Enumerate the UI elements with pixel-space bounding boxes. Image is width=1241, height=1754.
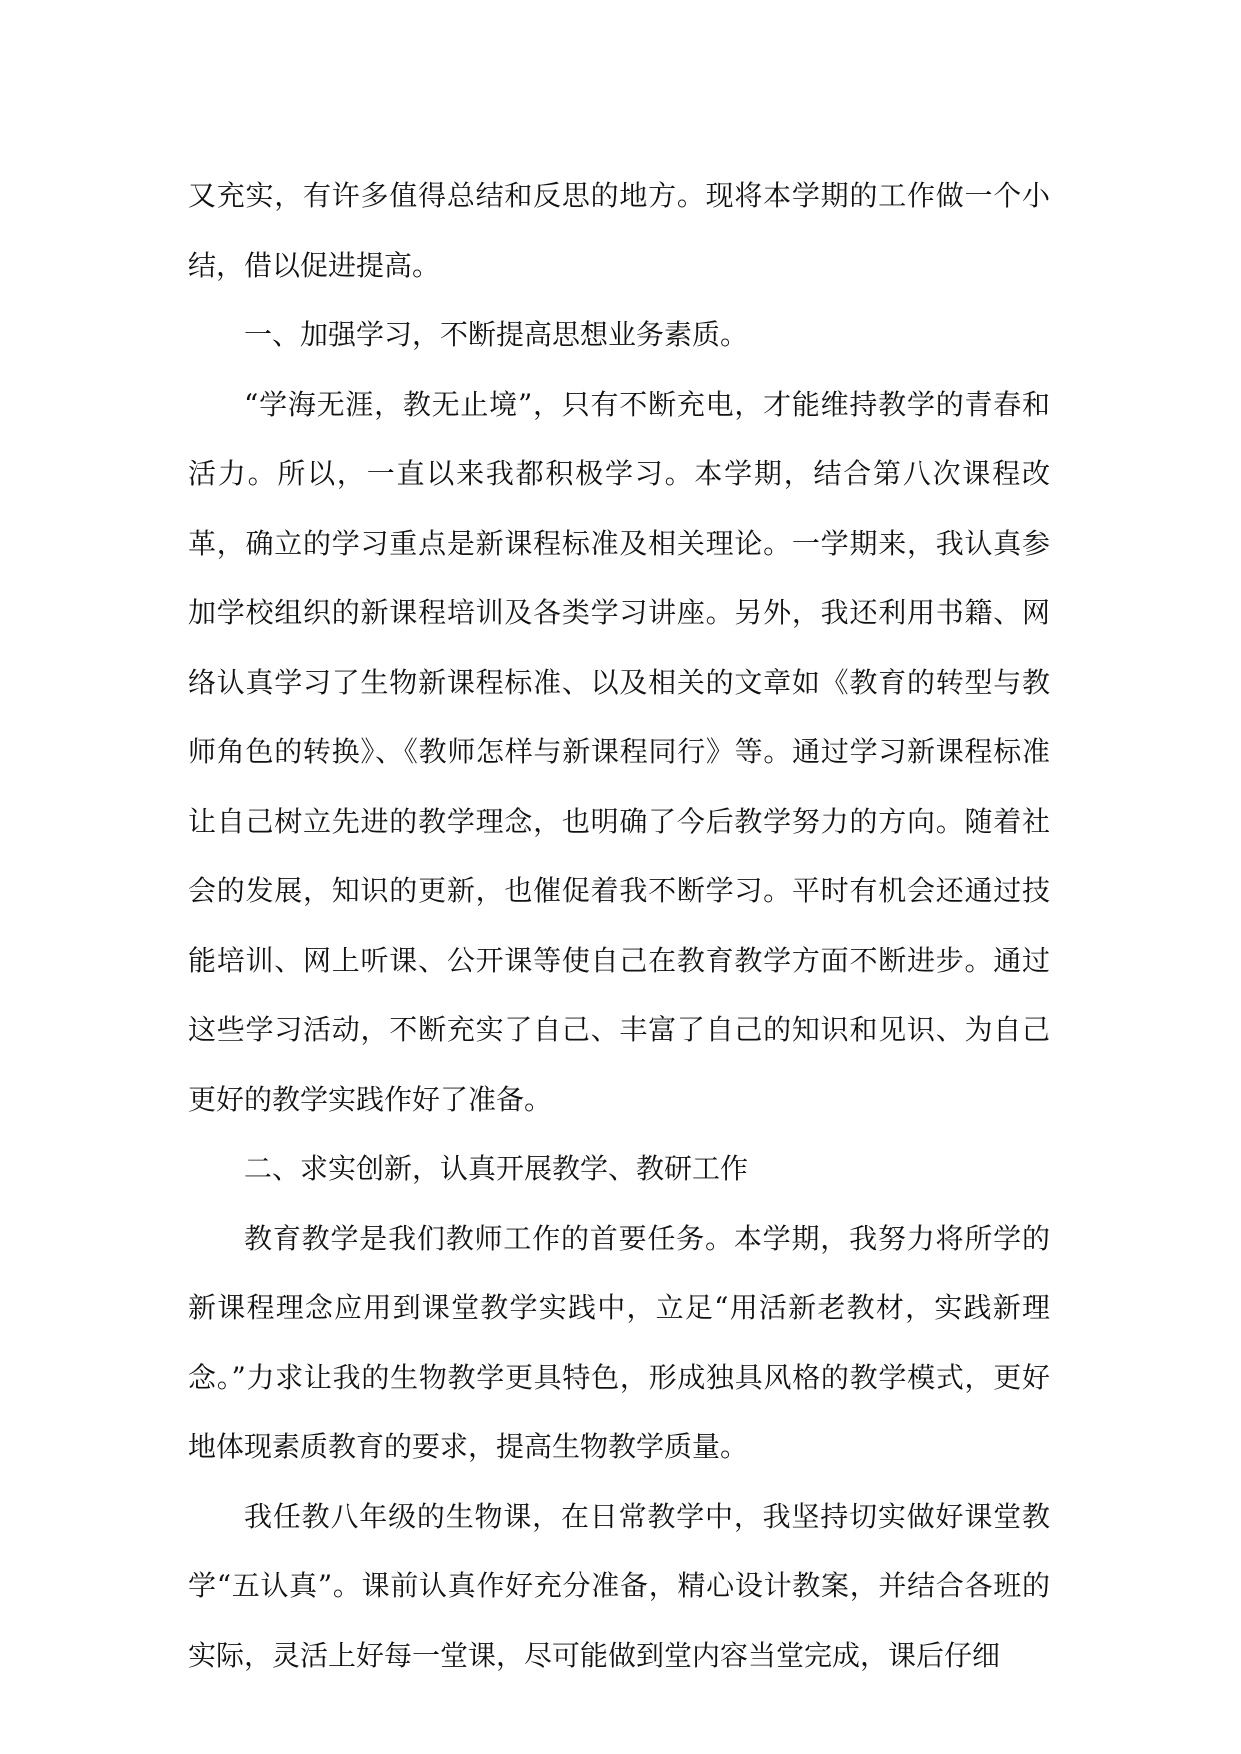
paragraph-4: 我任教八年级的生物课，在日常教学中，我坚持切实做好课堂教学“五认真”。课前认真作好充分准备，精心设计教案，并结合各班的实际，灵活上好每一堂课，尽可能做到堂内容当堂完成，课后仔细 bbox=[188, 1499, 1050, 1672]
paragraph-3: 教育教学是我们教师工作的首要任务。本学期，我努力将所学的新课程理念应用到课堂教学实践中，立足“用活新老教材，实践新理念。”力求让我的生物教学更具特色，形成独具风格的教学模式，更好地体现素质教育的要求，提高生物教学质量。 bbox=[188, 1221, 1050, 1463]
document-body bbox=[188, 161, 1050, 1690]
paragraph-1: 又充实，有许多值得总结和反思的地方。现将本学期的工作做一个小结，借以促进提高。 bbox=[188, 179, 1050, 282]
paragraph-2: “学海无涯，教无止境”，只有不断充电，才能维持教学的青春和活力。所以，一直以来我都积极学习。本学期，结合第八次课程改革，确立的学习重点是新课程标准及相关理论。一学期来，我认真参加学校组织的新课程培训及各类学习讲座。另外，我还利用书籍、网络认真学习了生物新课程标准、以及相关的文章如《教育的转型与教师角色的转换》、《教师怎样与新课程同行》等。通过学习新课程标准让自己树立先进的教学理念，也明确了今后教学努力的方向。随着社会的发展，知识的更新，也催促着我不断学习。平时有机会还通过技能培训、网上听课、公开课等使自己在教育教学方面不断进步。通过这些学习活动，不断充实了自己、丰富了自己的知识和见识、为自己更好的教学实践作好了准备。 bbox=[188, 387, 1050, 1116]
heading-section-1: 一、加强学习，不断提高思想业务素质。 bbox=[244, 318, 749, 351]
heading-section-2: 二、求实创新，认真开展教学、教研工作 bbox=[244, 1152, 749, 1185]
